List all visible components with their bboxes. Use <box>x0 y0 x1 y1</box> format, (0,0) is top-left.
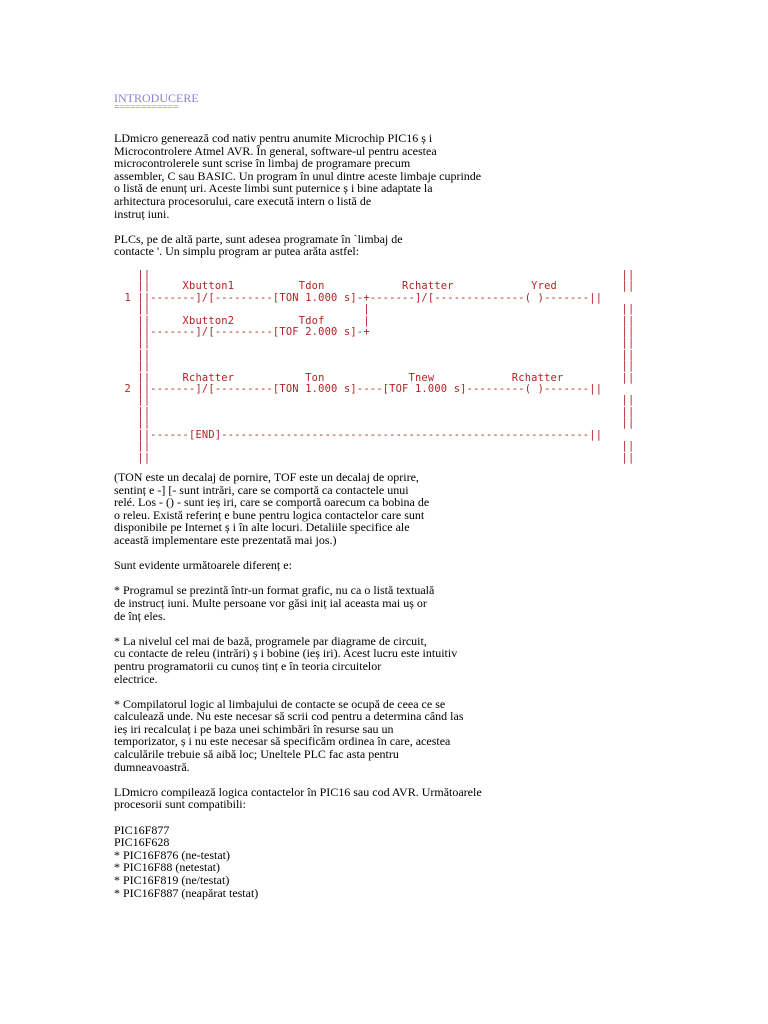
ladder-diagram: || || || Xbutton1 Tdon Rchatter Yred || 1 ||-------]/[---------[TON 1.000 s]-+-------]/[--------------( )-------|| || | || || Xbutton2 Tdof | || ||-------]/[---------[TOF 2.000 s]-+ || || || || || || || || Rchatter Ton Tnew Rchatter || 2 ||-------]/[---------[TON 1.000 s]----[TOF 1.000 s]---------( )-------|| || || || || || || ||------[END]---------------------------------------------------------|| || || || || <box>124 269 635 464</box>
paragraph-explanation: (TON este un decalaj de pornire, TOF este un decalaj de oprire, sentinț e -] [- sunt intrări, care se comportă ca contactele unui relé. Los - () - sunt ieș iri, care se comportă oarecum ca bobina de o releu. Există referinț e bune pentru logica contactelor care sunt disponibile pe Internet ș i în alte locuri. Detaliile specifice ale această implementare este prezentată mai jos.) <box>114 470 430 547</box>
paragraph-intro: LDmicro generează cod nativ pentru anumite Microchip PIC16 ș i Microcontrolere Atmel AVR. În general, software-ul pentru acestea microcontrolerele sunt scrise în limbaj de programare precum assembler, C sau BASIC. Un program în unul dintre aceste limbaje cuprinde o listă de enunț uri. Aceste limbi sunt puternice ș i bine adaptate la arhitectura procesorului, care execută intern o listă de instruț iuni. <box>114 131 482 221</box>
processor-list: PIC16F877 PIC16F628 * PIC16F876 (ne-testat) * PIC16F88 (netestat) * PIC16F819 (ne/testat) * PIC16F887 (neapărat testat) <box>114 822 259 900</box>
document-page-lower <box>114 471 674 899</box>
paragraph-compiles: LDmicro compilează logica contactelor în PIC16 sau cod AVR. Următoarele procesorii sunt compatibili: <box>114 784 482 812</box>
paragraph-plcs: PLCs, pe de altă parte, sunt adesea programate în `limbaj de contacte '. Un simplu program ar putea arăta astfel: <box>114 231 403 259</box>
title-underline: ============ <box>114 102 179 113</box>
paragraph-circuit: * La nivelul cel mai de bază, programele par diagrame de circuit, cu contacte de releu (intrări) ș i bobine (ieș iri). Acest lucru este intuitiv pentru programatorii cu cunoș tinț e în teoria circuitelor electrice. <box>114 633 458 686</box>
paragraph-differences: Sunt evidente următoarele diferenț e: <box>114 558 292 573</box>
paragraph-graphical: * Programul se prezintă într-un format grafic, nu ca o listă textuală de instrucț iuni. Multe persoane vor găsi iniț ial aceasta mai uș or de înț eles. <box>114 583 435 623</box>
section-title: INTRODUCERE <box>114 91 199 105</box>
paragraph-compiler: * Compilatorul logic al limbajului de contacte se ocupă de ceea ce se calculează unde. Nu este necesar să scrii cod pentru a determina când las ieș iri recalculaț i pe baza unei schimbări în resurse sau un temporizator, ș i nu este necesar să specificăm ordinea în care, acestea calculările trebuie să aibă loc; Uneltele PLC fac asta pentru dumneavoastră. <box>114 696 464 774</box>
document-page <box>114 92 674 258</box>
